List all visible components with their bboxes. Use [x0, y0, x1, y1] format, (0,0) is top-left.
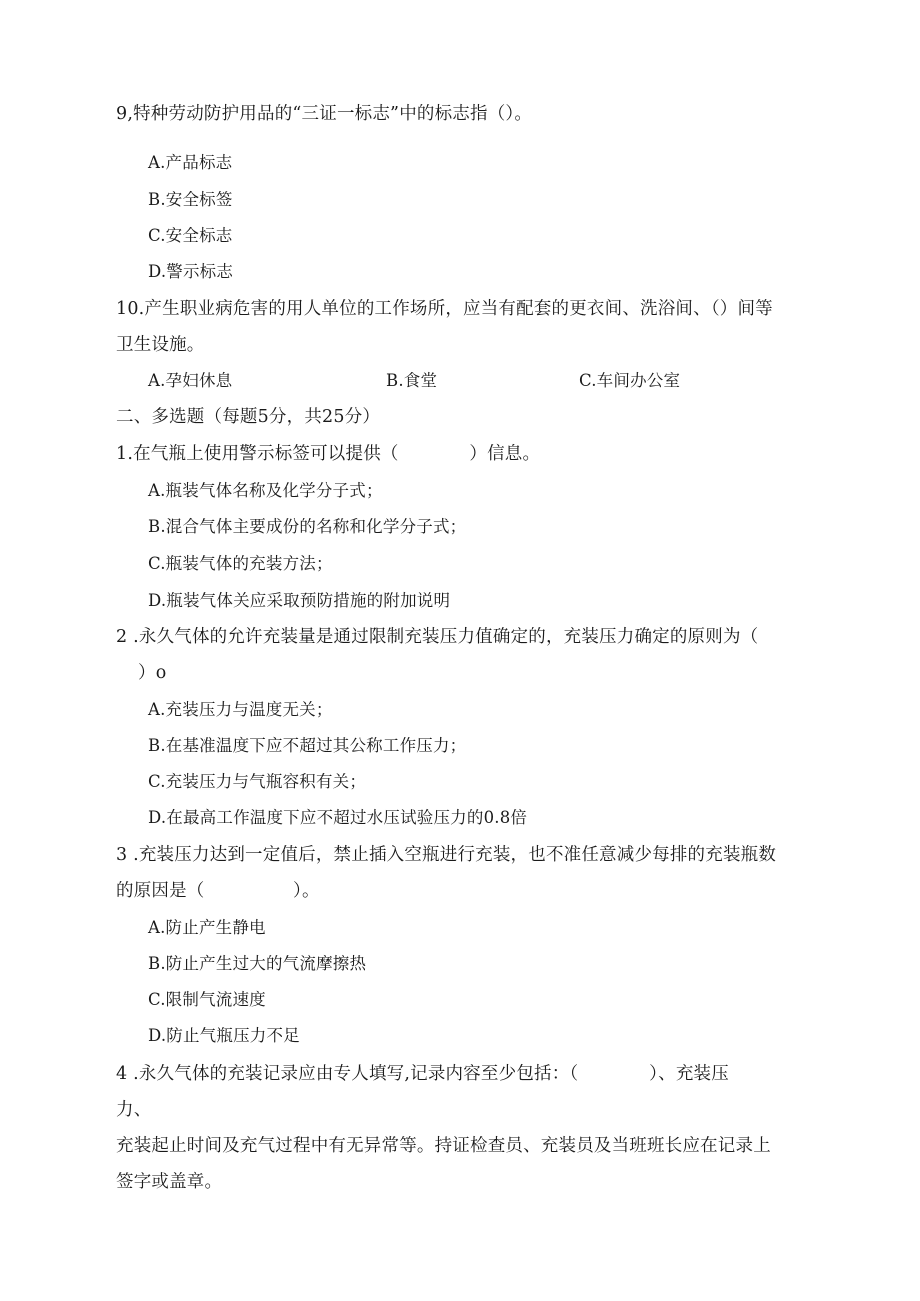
multi-question-4-stem-line4: 签字或盖章。: [116, 1172, 223, 1192]
mq2-option-d: D.在最高工作温度下应不超过水压试验压力的0.8倍: [148, 808, 528, 827]
mq2-option-b: B.在基准温度下应不超过其公称工作压力；: [148, 736, 467, 755]
mq1-option-d: D.瓶装气体关应采取预防措施的附加说明: [148, 591, 451, 610]
question-9-stem: 9,特种劳动防护用品的“三证一标志”中的标志指（）。: [116, 104, 533, 124]
mq1-option-c: C.瓶装气体的充装方法；: [148, 554, 333, 573]
mq1-option-b: B.混合气体主要成份的名称和化学分子式；: [148, 517, 467, 536]
multi-question-2-stem-line1: 2 .永久气体的允许充装量是通过限制充装压力值确定的，充装压力确定的原则为（: [116, 627, 759, 647]
multi-question-3-stem-line1: 3 .充装压力达到一定值后，禁止插入空瓶进行充装，也不准任意减少每排的充装瓶数: [116, 845, 777, 865]
multi-question-3-stem-line2: 的原因是（ ）。: [116, 881, 320, 901]
q9-option-d: D.警示标志: [148, 262, 234, 281]
mq2-option-a: A.充装压力与温度无关；: [148, 700, 333, 719]
multi-question-4-stem-line1: 4 .永久气体的充装记录应由专人填写,记录内容至少包括：（ ）、充装压: [116, 1064, 729, 1084]
mq3-option-a: A.防止产生静电: [148, 918, 266, 937]
q10-option-b: B.食堂: [386, 371, 438, 390]
q9-option-c: C.安全标志: [148, 226, 233, 245]
multi-question-1-stem: 1.在气瓶上使用警示标签可以提供（ ）信息。: [116, 444, 541, 464]
mq3-option-b: B.防止产生过大的气流摩擦热: [148, 954, 367, 973]
multi-question-4-stem-line3: 充装起止时间及充气过程中有无异常等。持证检查员、充装员及当班班长应在记录上: [116, 1136, 771, 1156]
q9-option-a: A.产品标志: [148, 153, 233, 172]
multi-question-2-stem-line2: ）o: [138, 663, 167, 683]
q10-option-c: C.车间办公室: [579, 371, 681, 390]
q10-option-a: A.孕妇休息: [148, 371, 233, 390]
section-2-heading: 二、多选题（每题5分，共25分）: [116, 407, 381, 427]
mq3-option-d: D.防止气瓶压力不足: [148, 1026, 300, 1045]
mq1-option-a: A.瓶装气体名称及化学分子式；: [148, 481, 383, 500]
question-10-stem-line1: 10.产生职业病危害的用人单位的工作场所，应当有配套的更衣间、洗浴间、（）间等: [116, 299, 773, 319]
mq3-option-c: C.限制气流速度: [148, 990, 266, 1009]
multi-question-4-stem-line2: 力、: [116, 1100, 152, 1120]
mq2-option-c: C.充装压力与气瓶容积有关；: [148, 772, 367, 791]
q9-option-b: B.安全标签: [148, 190, 233, 209]
question-10-stem-line2: 卫生设施。: [116, 335, 205, 355]
